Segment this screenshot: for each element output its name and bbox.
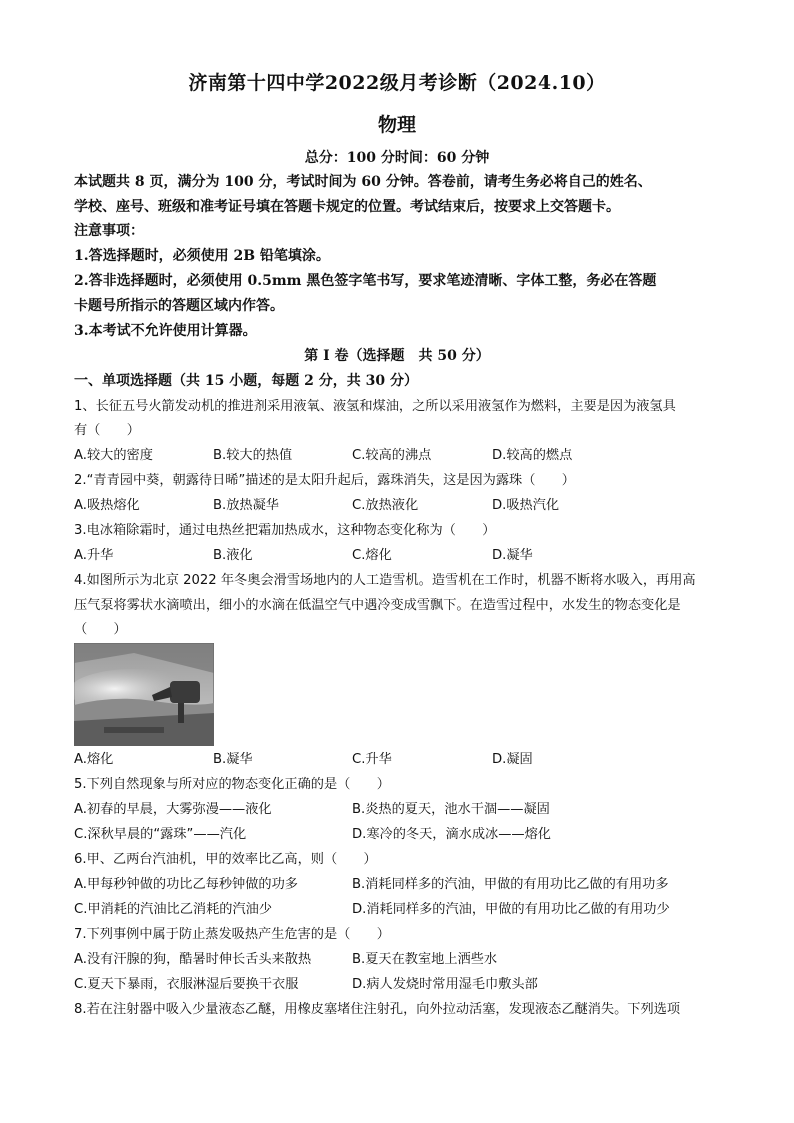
q3-option-d: D.凝华 [492, 548, 533, 563]
q7-option-c: C.夏天下暴雨，衣服淋湿后要换干衣服 [74, 977, 299, 992]
q6-option-c: C.甲消耗的汽油比乙消耗的汽油少 [74, 902, 273, 917]
question-2-line-1: 2.“青青园中葵，朝露待日晞”描述的是太阳升起后，露珠消失，这是因为露珠（ ） [74, 473, 575, 488]
q1-option-a: A.较大的密度 [74, 448, 153, 463]
instruction-line-2: 学校、座号、班级和准考证号填在答题卡规定的位置。考试结束后，按要求上交答题卡。 [74, 199, 620, 215]
question-5-line-1: 5.下列自然现象与所对应的物态变化正确的是（ ） [74, 777, 390, 792]
q6-option-b: B.消耗同样多的汽油，甲做的有用功比乙做的有用功多 [352, 877, 669, 892]
snow-machine-photo [74, 643, 214, 746]
question-6-line-1: 6.甲、乙两台汽油机，甲的效率比乙高，则（ ） [74, 852, 377, 867]
question-1-line-2: 有（ ） [74, 423, 140, 438]
question-8-line-1: 8.若在注射器中吸入少量液态乙醚，用橡皮塞堵住注射孔，向外拉动活塞，发现液态乙醚消失。下列选项 [74, 1002, 681, 1017]
q6-option-a: A.甲每秒钟做的功比乙每秒钟做的功多 [74, 877, 298, 892]
q7-option-b: B.夏天在教室地上洒些水 [352, 952, 498, 967]
q5-option-a: A.初春的早晨，大雾弥漫——液化 [74, 802, 272, 817]
q4-option-a: A.熔化 [74, 752, 114, 767]
note-2a: 2.答非选择题时，必须使用 0.5mm 黑色签字笔书写，要求笔迹清晰、字体工整，务必在答题 [74, 273, 657, 289]
q5-option-d: D.寒冷的冬天，滴水成冰——熔化 [352, 827, 551, 842]
q4-option-b: B.凝华 [213, 752, 253, 767]
q2-option-c: C.放热液化 [352, 498, 419, 513]
q7-option-d: D.病人发烧时常用湿毛巾敷头部 [352, 977, 538, 992]
subject-title: 物理 [377, 114, 416, 136]
question-1-line-1: 1、长征五号火箭发动机的推进剂采用液氧、液氢和煤油，之所以采用液氢作为燃料，主要是因为液氢具 [74, 399, 676, 414]
q6-option-d: D.消耗同样多的汽油，甲做的有用功比乙做的有用功少 [352, 902, 670, 917]
q3-option-c: C.熔化 [352, 548, 392, 563]
question-4-line-2: 压气泵将雾状水滴喷出，细小的水滴在低温空气中遇冷变成雪飘下。在造雪过程中，水发生的物态变化是 [74, 598, 681, 613]
q5-option-b: B.炎热的夏天，池水干涸——凝固 [352, 802, 550, 817]
instruction-line-1: 本试题共 8 页，满分为 100 分，考试时间为 60 分钟。答卷前，请考生务必将自己的姓名、 [74, 174, 652, 190]
score-time-line: 总分：100 分时间：60 分钟 [304, 150, 490, 166]
question-4-line-1: 4.如图所示为北京 2022 年冬奥会滑雪场地内的人工造雪机。造雪机在工作时，机器不断将水吸入，再用高 [74, 573, 696, 588]
q1-option-b: B.较大的热值 [213, 448, 293, 463]
exam-title: 济南第十四中学2022级月考诊断（2024.10） [188, 72, 606, 94]
question-7-line-1: 7.下列事例中属于防止蒸发吸热产生危害的是（ ） [74, 927, 390, 942]
q5-option-c: C.深秋早晨的“露珠”——汽化 [74, 827, 247, 842]
q2-option-a: A.吸热熔化 [74, 498, 140, 513]
q1-option-d: D.较高的燃点 [492, 448, 573, 463]
note-1: 1.答选择题时，必须使用 2B 铅笔填涂。 [74, 248, 330, 264]
q2-option-d: D.吸热汽化 [492, 498, 560, 513]
q4-option-d: D.凝固 [492, 752, 533, 767]
volume-heading: 第 I 卷（选择题 共 50 分） [304, 348, 490, 364]
question-4-line-3: （ ） [74, 622, 127, 637]
question-3-line-1: 3.电冰箱除霜时，通过电热丝把霜加热成水，这种物态变化称为（ ） [74, 523, 496, 538]
q2-option-b: B.放热凝华 [213, 498, 279, 513]
q1-option-c: C.较高的沸点 [352, 448, 432, 463]
q7-option-a: A.没有汗腺的狗，酷暑时伸长舌头来散热 [74, 952, 312, 967]
q3-option-a: A.升华 [74, 548, 114, 563]
part1-heading: 一、单项选择题（共 15 小题，每题 2 分，共 30 分） [74, 373, 418, 389]
note-3: 3.本考试不允许使用计算器。 [74, 323, 257, 339]
notes-heading: 注意事项： [74, 223, 144, 239]
q3-option-b: B.液化 [213, 548, 253, 563]
q4-option-c: C.升华 [352, 752, 392, 767]
note-2b: 卡题号所指示的答题区域内作答。 [74, 298, 284, 314]
